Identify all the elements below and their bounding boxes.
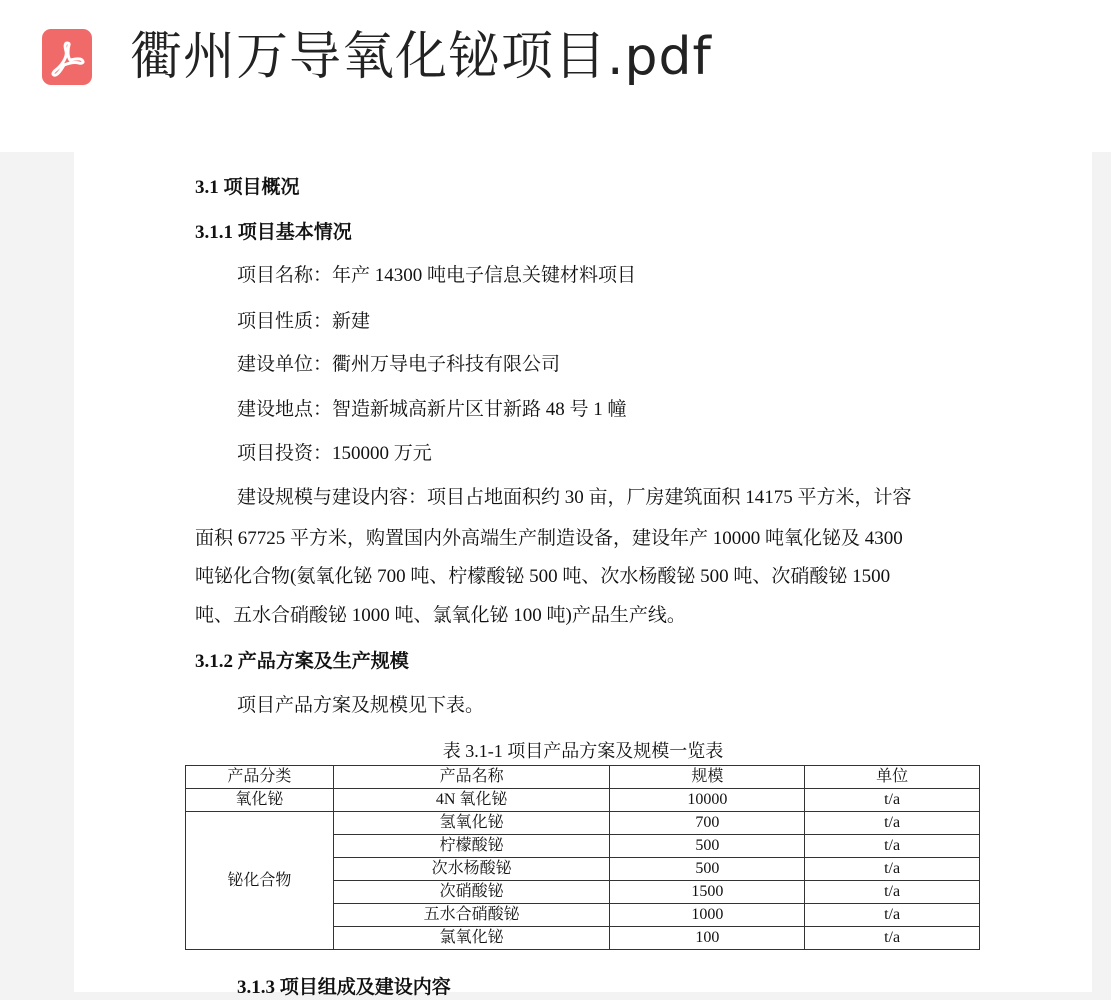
- table-cell-unit: t/a: [805, 858, 980, 881]
- table-header-row: [186, 766, 980, 789]
- project-name-line: 项目名称：年产 14300 吨电子信息关键材料项目: [237, 265, 637, 286]
- table-cell-category: 铋化合物: [186, 812, 334, 950]
- builder-line: 建设单位：衢州万导电子科技有限公司: [237, 354, 561, 375]
- table-row: [186, 812, 980, 835]
- table-cell-scale: 1000: [610, 904, 805, 927]
- table-cell-unit: t/a: [805, 812, 980, 835]
- pdf-page[interactable]: [74, 152, 1092, 998]
- table-cell-name: 次硝酸铋: [333, 881, 610, 904]
- table-cell-unit: t/a: [805, 904, 980, 927]
- table-cell-unit: t/a: [805, 881, 980, 904]
- location-line: 建设地点：智造新城高新片区甘新路 48 号 1 幢: [237, 399, 627, 420]
- table-cell-scale: 100: [610, 927, 805, 950]
- table-cell-scale: 10000: [610, 789, 805, 812]
- section-heading: 3.1 项目概况: [195, 177, 300, 198]
- scale-paragraph-line: 吨铋化合物(氨氧化铋 700 吨、柠檬酸铋 500 吨、次水杨酸铋 500 吨、次硝酸铋 1500: [195, 566, 891, 587]
- table-header: 产品名称: [333, 766, 610, 789]
- table-cell-name: 柠檬酸铋: [333, 835, 610, 858]
- scale-paragraph-line: 吨、五水合硝酸铋 1000 吨、氯氧化铋 100 吨)产品生产线。: [195, 605, 686, 626]
- table-header: 单位: [805, 766, 980, 789]
- table-header: 产品分类: [186, 766, 334, 789]
- pdf-file-icon: [42, 29, 92, 85]
- product-table: [185, 765, 980, 950]
- table-cell-name: 氯氧化铋: [333, 927, 610, 950]
- subsection-heading: 3.1.2 产品方案及生产规模: [195, 651, 409, 672]
- investment-line: 项目投资：150000 万元: [237, 443, 432, 464]
- project-nature-line: 项目性质：新建: [237, 311, 371, 332]
- subsection-heading: 3.1.1 项目基本情况: [195, 222, 352, 243]
- viewer-title-bar: [0, 0, 1111, 152]
- table-cell-scale: 1500: [610, 881, 805, 904]
- table-cell-name: 次水杨酸铋: [333, 858, 610, 881]
- table-caption: 表 3.1-1 项目产品方案及规模一览表: [442, 741, 724, 761]
- table-cell-scale: 700: [610, 812, 805, 835]
- table-row: [186, 789, 980, 812]
- scale-paragraph-line: 建设规模与建设内容：项目占地面积约 30 亩，厂房建筑面积 14175 平方米，计容: [237, 487, 912, 508]
- table-cell-category: 氧化铋: [186, 789, 334, 812]
- table-cell-name: 五水合硝酸铋: [333, 904, 610, 927]
- table-cell-unit: t/a: [805, 835, 980, 858]
- table-cell-unit: t/a: [805, 789, 980, 812]
- table-cell-scale: 500: [610, 835, 805, 858]
- cut-off-heading: 3.1.3 项目组成及建设内容: [237, 977, 451, 998]
- file-title: 衢州万导氧化铋项目.pdf: [130, 27, 712, 87]
- table-cell-scale: 500: [610, 858, 805, 881]
- scale-paragraph-line: 面积 67725 平方米，购置国内外高端生产制造设备，建设年产 10000 吨氧化铋及 4300: [195, 528, 903, 549]
- table-header: 规模: [610, 766, 805, 789]
- table-cell-unit: t/a: [805, 927, 980, 950]
- table-intro-line: 项目产品方案及规模见下表。: [237, 695, 485, 716]
- table-cell-name: 4N 氧化铋: [333, 789, 610, 812]
- table-cell-name: 氢氧化铋: [333, 812, 610, 835]
